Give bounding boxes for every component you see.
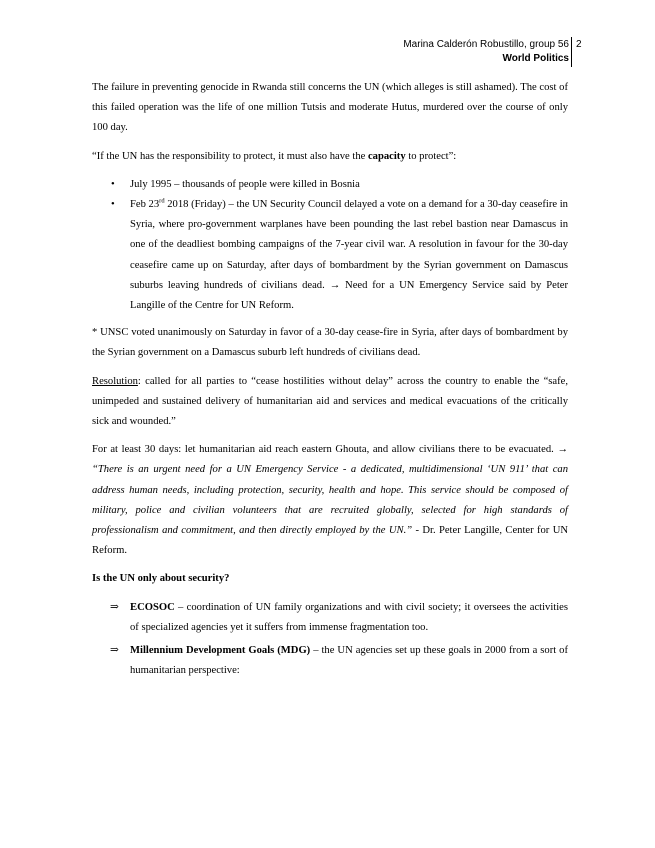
thirty-days-paragraph: [92, 440, 568, 561]
bullet-date-suffix: rd: [159, 197, 165, 205]
unsc-paragraph: * UNSC voted unanimously on Saturday in favor of a 30-day cease-fire in Syria, after days of bombardment by the Syrian government on a Damascus suburb left hundreds of civilians dead.: [92, 327, 568, 359]
mdg-label: Millennium Development Goals (MDG): [130, 645, 311, 657]
page-header: [309, 38, 569, 66]
ecosoc-text: – coordination of UN family organizations and with civil society; it oversees the activities of specialized agencies yet it suffers from immense fragmentation too.: [130, 601, 568, 633]
header-course: World Politics: [502, 53, 569, 64]
langille-attribution: - Dr. Peter Langille, Center for UN Reform.: [92, 525, 568, 557]
bullet-text-bosnia: July 1995 – thousands of people were killed in Bosnia: [130, 178, 360, 190]
list-item: [92, 641, 568, 681]
resolution-text: : called for all parties to “cease hostilities without delay” across the country to enable the “safe, unimpeded and sustained delivery of humanitarian aid and services and medical evacuations of the critically sick and wounded.”: [92, 375, 568, 428]
bullet-icon: •: [111, 199, 115, 211]
list-item: [92, 195, 568, 316]
thirty-days-text: For at least 30 days: let humanitarian aid reach eastern Ghouta, and allow civilians there to be evacuated. →: [92, 444, 568, 456]
header-author: Marina Calderón Robustillo, group 56: [403, 39, 569, 50]
security-heading-text: Is the UN only about security?: [92, 573, 230, 585]
header-divider: [571, 37, 572, 67]
bullet-date: Feb 23: [130, 199, 160, 211]
intro-paragraph: The failure in preventing genocide in Rwanda still concerns the UN (which alleges is still ashamed). The cost of this failed operation was the life of one million Tutsis and moderate Hutus, murdered over the course of only 100 day.: [92, 82, 568, 134]
double-arrow-icon: ⇒: [110, 601, 119, 613]
list-item: [92, 598, 568, 638]
quote-before: “If the UN has the responsibility to protect, it must also have the: [92, 150, 368, 162]
quote-paragraph: [92, 147, 568, 167]
ecosoc-label: ECOSOC: [130, 601, 175, 613]
bullet-list: [92, 175, 568, 316]
security-heading: [92, 569, 568, 589]
langille-quote: “There is an urgent need for a UN Emergency Service - a dedicated, multidimensional ‘UN 911’ that can address human needs, including protection, security, health and hope. This service should be composed of military, police and civilian volunteers that are recruited globally, selected for high standards of professionalism and commitment, and then directly employed by the UN.”: [92, 464, 568, 537]
bullet-text-syria: 2018 (Friday) – the UN Security Council delayed a vote on a demand for a 30-day ceasefire in Syria, where pro-government warplanes have been pounding the last rebel bastion near Damascus in one of the deadliest bombing campaigns of the 7-year civil war. A resolution in favour for the 30-day ceasefire came up on Saturday, after days of bombardment by the Syrian government on Damascus suburbs leaving hundreds of civilians dead. → Need for a UN Emergency Service said by Peter Langille of the Centre for UN Reform.: [130, 199, 568, 312]
bullet-icon: •: [111, 178, 115, 190]
quote-after: to protect”:: [405, 150, 457, 162]
arrow-list: [92, 598, 568, 682]
resolution-label: Resolution: [92, 375, 138, 387]
page-number: 2: [576, 39, 582, 50]
list-item: [92, 175, 568, 195]
double-arrow-icon: ⇒: [110, 645, 119, 657]
quote-bold-word: capacity: [367, 150, 406, 162]
mdg-text: – the UN agencies set up these goals in 2000 from a sort of humanitarian perspective:: [130, 645, 568, 677]
resolution-paragraph: [92, 372, 568, 433]
document-body: [92, 78, 568, 684]
